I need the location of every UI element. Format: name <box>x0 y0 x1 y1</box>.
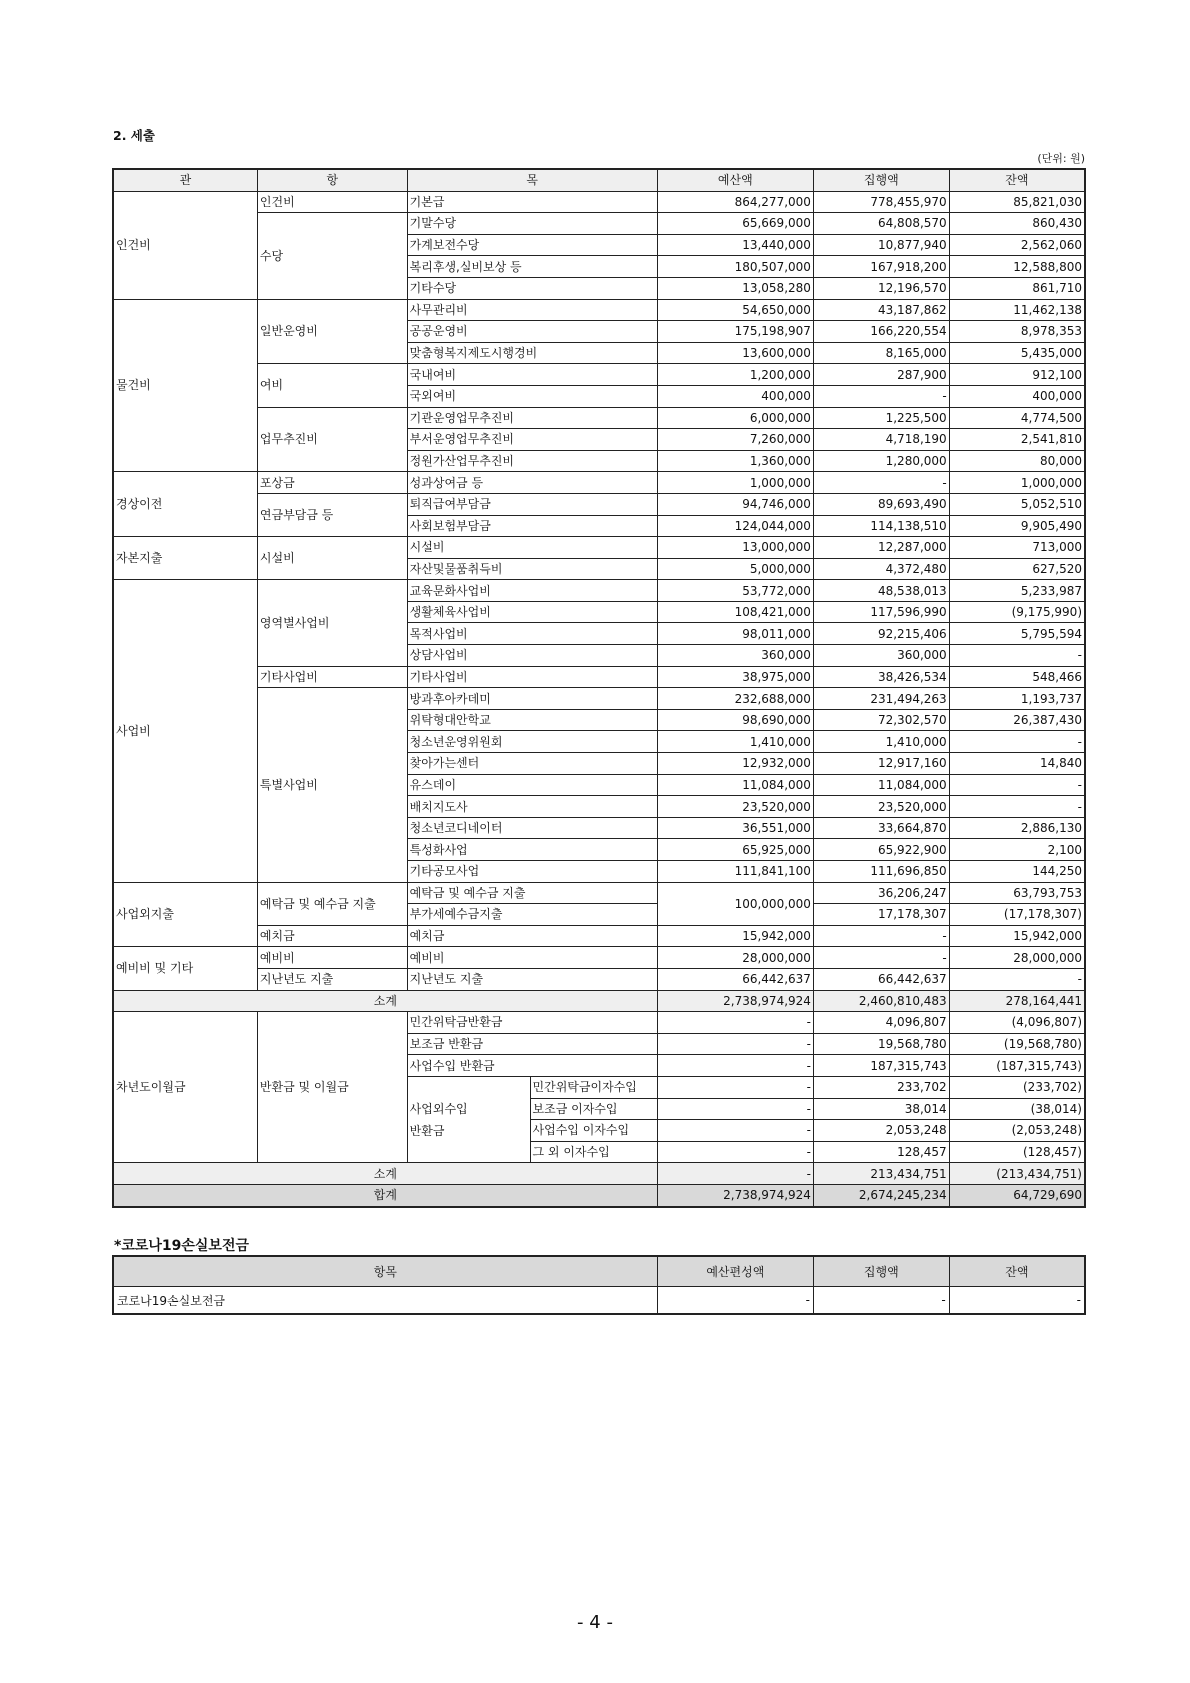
balance-cell: 85,821,030 <box>949 191 1085 213</box>
balance-cell: 26,387,430 <box>949 709 1085 731</box>
unit-note: (단위: 원) <box>1037 152 1085 165</box>
executed-cell: 38,426,534 <box>813 666 949 688</box>
header-hang: 항 <box>257 169 407 191</box>
executed-cell: 65,922,900 <box>813 839 949 861</box>
total-row <box>113 1184 1085 1206</box>
mok-cell: 위탁형대안학교 <box>407 709 657 731</box>
hang-cell: 연금부담금 등 <box>257 493 407 536</box>
mok-cell: 국외여비 <box>407 385 657 407</box>
executed-cell: 233,702 <box>813 1076 949 1098</box>
balance-cell: (4,096,807) <box>949 1012 1085 1034</box>
header-executed: 집행액 <box>813 169 949 191</box>
gwan-cell: 차년도이월금 <box>113 1012 257 1163</box>
section-title: 2. 세출 <box>113 128 155 143</box>
table-row <box>113 407 1085 429</box>
gwan-cell: 사업비 <box>113 580 257 882</box>
hang-cell: 기타사업비 <box>257 666 407 688</box>
executed-cell: - <box>813 385 949 407</box>
budget-cell: 180,507,000 <box>657 256 813 278</box>
mok-cell: 맞춤형복지제도시행경비 <box>407 342 657 364</box>
gwan-cell: 사업외지출 <box>113 882 257 947</box>
balance-cell: - <box>949 796 1085 818</box>
covid-header-item: 항목 <box>113 1256 657 1287</box>
executed-cell: 4,372,480 <box>813 558 949 580</box>
covid-section-title: *코로나19손실보전금 <box>114 1238 249 1254</box>
budget-cell: 13,000,000 <box>657 537 813 559</box>
expenditure-table <box>112 168 1086 1208</box>
table-row <box>113 299 1085 321</box>
balance-cell: 4,774,500 <box>949 407 1085 429</box>
mok-cell: 사업수입 반환금 <box>407 1055 657 1077</box>
balance-cell: - <box>949 731 1085 753</box>
balance-cell: 5,435,000 <box>949 342 1085 364</box>
balance-cell: 15,942,000 <box>949 925 1085 947</box>
balance-cell: 713,000 <box>949 537 1085 559</box>
executed-cell: 64,808,570 <box>813 213 949 235</box>
table-body <box>113 191 1085 1206</box>
executed-cell: 4,718,190 <box>813 429 949 451</box>
subtotal-budget: 2,738,974,924 <box>657 990 813 1012</box>
executed-cell: 111,696,850 <box>813 861 949 883</box>
header-budget: 예산액 <box>657 169 813 191</box>
budget-cell: 38,975,000 <box>657 666 813 688</box>
executed-cell: 48,538,013 <box>813 580 949 602</box>
executed-cell: 778,455,970 <box>813 191 949 213</box>
mok-cell: 생활체육사업비 <box>407 601 657 623</box>
executed-cell: 66,442,637 <box>813 968 949 990</box>
executed-cell: 287,900 <box>813 364 949 386</box>
mok-cell: 성과상여금 등 <box>407 472 657 494</box>
mok-cell: 유스데이 <box>407 774 657 796</box>
executed-cell: 12,287,000 <box>813 537 949 559</box>
budget-cell: 232,688,000 <box>657 688 813 710</box>
header-mok: 목 <box>407 169 657 191</box>
covid-header-row <box>113 1256 1085 1287</box>
table-row <box>113 213 1085 235</box>
mok-cell: 배치지도사 <box>407 796 657 818</box>
mok-cell: 기타공모사업 <box>407 861 657 883</box>
balance-cell: 912,100 <box>949 364 1085 386</box>
balance-cell: 1,000,000 <box>949 472 1085 494</box>
covid-header-executed: 집행액 <box>813 1256 949 1287</box>
budget-cell: 1,000,000 <box>657 472 813 494</box>
mok-cell: 상담사업비 <box>407 645 657 667</box>
subtotal-budget: - <box>657 1163 813 1185</box>
hang-cell: 일반운영비 <box>257 299 407 364</box>
mok-cell: 특성화사업 <box>407 839 657 861</box>
balance-cell: - <box>949 774 1085 796</box>
nonbiz-label-line1: 사업외수입 <box>409 1101 468 1116</box>
mok-cell: 보조금 반환금 <box>407 1033 657 1055</box>
budget-cell: 11,084,000 <box>657 774 813 796</box>
balance-cell: (17,178,307) <box>949 904 1085 926</box>
hang-cell: 반환금 및 이월금 <box>257 1012 407 1163</box>
mok-cell: 퇴직급여부담금 <box>407 493 657 515</box>
budget-cell: 111,841,100 <box>657 861 813 883</box>
budget-cell: 23,520,000 <box>657 796 813 818</box>
nonbiz-return-cell <box>407 1076 530 1162</box>
executed-cell: - <box>813 472 949 494</box>
mok-cell: 부가세예수금지출 <box>407 904 657 926</box>
hang-cell: 예치금 <box>257 925 407 947</box>
covid-header-budget: 예산편성액 <box>657 1256 813 1287</box>
budget-cell: 13,440,000 <box>657 234 813 256</box>
budget-cell: 6,000,000 <box>657 407 813 429</box>
executed-cell: 8,165,000 <box>813 342 949 364</box>
total-budget: 2,738,974,924 <box>657 1184 813 1206</box>
total-label: 합계 <box>113 1184 657 1206</box>
mok-cell: 목적사업비 <box>407 623 657 645</box>
balance-cell: 80,000 <box>949 450 1085 472</box>
budget-cell: - <box>657 1098 813 1120</box>
hang-cell: 수당 <box>257 213 407 299</box>
mok-cell: 지난년도 지출 <box>407 968 657 990</box>
executed-cell: 2,053,248 <box>813 1120 949 1142</box>
budget-cell: 65,669,000 <box>657 213 813 235</box>
budget-cell: - <box>657 1141 813 1163</box>
mok-cell: 청소년운영위원회 <box>407 731 657 753</box>
executed-cell: 19,568,780 <box>813 1033 949 1055</box>
gwan-cell: 인건비 <box>113 191 257 299</box>
table-row <box>113 882 1085 904</box>
budget-cell: 7,260,000 <box>657 429 813 451</box>
executed-cell: 72,302,570 <box>813 709 949 731</box>
mok-cell: 예탁금 및 예수금 지출 <box>407 882 657 904</box>
gwan-cell: 자본지출 <box>113 537 257 580</box>
executed-cell: 4,096,807 <box>813 1012 949 1034</box>
hang-cell: 업무추진비 <box>257 407 407 472</box>
mok-cell: 정원가산업무추진비 <box>407 450 657 472</box>
balance-cell: 2,541,810 <box>949 429 1085 451</box>
executed-cell: 12,917,160 <box>813 753 949 775</box>
balance-cell: 9,905,490 <box>949 515 1085 537</box>
table-row <box>113 947 1085 969</box>
mok-cell: 청소년코디네이터 <box>407 817 657 839</box>
subtotal-executed: 2,460,810,483 <box>813 990 949 1012</box>
balance-cell: 548,466 <box>949 666 1085 688</box>
executed-cell: 1,225,500 <box>813 407 949 429</box>
subtotal-label: 소계 <box>113 1163 657 1185</box>
executed-cell: - <box>813 947 949 969</box>
table-row <box>113 580 1085 602</box>
balance-cell: 11,462,138 <box>949 299 1085 321</box>
balance-cell: 5,052,510 <box>949 493 1085 515</box>
executed-cell: 128,457 <box>813 1141 949 1163</box>
hang-cell: 여비 <box>257 364 407 407</box>
mok-cell: 공공운영비 <box>407 321 657 343</box>
covid-budget: - <box>657 1287 813 1315</box>
budget-cell: 124,044,000 <box>657 515 813 537</box>
budget-cell: - <box>657 1055 813 1077</box>
mok-cell: 교육문화사업비 <box>407 580 657 602</box>
executed-cell: 1,410,000 <box>813 731 949 753</box>
table-row <box>113 537 1085 559</box>
executed-cell: 167,918,200 <box>813 256 949 278</box>
budget-cell: - <box>657 1012 813 1034</box>
executed-cell: 1,280,000 <box>813 450 949 472</box>
table-row <box>113 364 1085 386</box>
subtotal-row <box>113 1163 1085 1185</box>
executed-cell: 11,084,000 <box>813 774 949 796</box>
balance-cell: 400,000 <box>949 385 1085 407</box>
gwan-cell: 물건비 <box>113 299 257 472</box>
mok-cell: 예비비 <box>407 947 657 969</box>
covid-header-balance: 잔액 <box>949 1256 1085 1287</box>
executed-cell: 92,215,406 <box>813 623 949 645</box>
budget-cell: - <box>657 1120 813 1142</box>
table-row <box>113 925 1085 947</box>
budget-cell: 100,000,000 <box>657 882 813 925</box>
executed-cell: 10,877,940 <box>813 234 949 256</box>
balance-cell: 14,840 <box>949 753 1085 775</box>
subtotal-row <box>113 990 1085 1012</box>
budget-cell: 175,198,907 <box>657 321 813 343</box>
mok-cell: 기타수당 <box>407 277 657 299</box>
budget-cell: - <box>657 1033 813 1055</box>
table-row <box>113 493 1085 515</box>
budget-cell: 98,011,000 <box>657 623 813 645</box>
mok-cell: 기말수당 <box>407 213 657 235</box>
balance-cell: 627,520 <box>949 558 1085 580</box>
executed-cell: 36,206,247 <box>813 882 949 904</box>
mok-cell: 사무관리비 <box>407 299 657 321</box>
mok-cell: 자산및물품취득비 <box>407 558 657 580</box>
covid-item: 코로나19손실보전금 <box>113 1287 657 1315</box>
mok-cell: 시설비 <box>407 537 657 559</box>
mok-cell: 부서운영업무추진비 <box>407 429 657 451</box>
balance-cell: 860,430 <box>949 213 1085 235</box>
hang-cell: 영역별사업비 <box>257 580 407 666</box>
budget-cell: 66,442,637 <box>657 968 813 990</box>
executed-cell: 89,693,490 <box>813 493 949 515</box>
mok-cell: 예치금 <box>407 925 657 947</box>
budget-cell: 13,058,280 <box>657 277 813 299</box>
total-executed: 2,674,245,234 <box>813 1184 949 1206</box>
subtotal-balance: 278,164,441 <box>949 990 1085 1012</box>
budget-cell: 5,000,000 <box>657 558 813 580</box>
balance-cell: (233,702) <box>949 1076 1085 1098</box>
executed-cell: 187,315,743 <box>813 1055 949 1077</box>
mok-cell: 찾아가는센터 <box>407 753 657 775</box>
balance-cell: 144,250 <box>949 861 1085 883</box>
balance-cell: 5,795,594 <box>949 623 1085 645</box>
subtotal-balance: (213,434,751) <box>949 1163 1085 1185</box>
budget-cell: 94,746,000 <box>657 493 813 515</box>
table-row <box>113 1012 1085 1034</box>
covid-executed: - <box>813 1287 949 1315</box>
executed-cell: 12,196,570 <box>813 277 949 299</box>
budget-cell: 12,932,000 <box>657 753 813 775</box>
executed-cell: 33,664,870 <box>813 817 949 839</box>
executed-cell: - <box>813 925 949 947</box>
executed-cell: 166,220,554 <box>813 321 949 343</box>
budget-cell: 1,200,000 <box>657 364 813 386</box>
balance-cell: 12,588,800 <box>949 256 1085 278</box>
executed-cell: 17,178,307 <box>813 904 949 926</box>
covid-table <box>112 1255 1086 1315</box>
budget-cell: 108,421,000 <box>657 601 813 623</box>
budget-cell: 15,942,000 <box>657 925 813 947</box>
mok-cell: 사회보험부담금 <box>407 515 657 537</box>
balance-cell: (9,175,990) <box>949 601 1085 623</box>
budget-cell: 28,000,000 <box>657 947 813 969</box>
total-balance: 64,729,690 <box>949 1184 1085 1206</box>
balance-cell: 8,978,353 <box>949 321 1085 343</box>
budget-cell: 54,650,000 <box>657 299 813 321</box>
header-balance: 잔액 <box>949 169 1085 191</box>
sub-mok-cell: 그 외 이자수입 <box>530 1141 657 1163</box>
hang-cell: 인건비 <box>257 191 407 213</box>
budget-cell: 36,551,000 <box>657 817 813 839</box>
subtotal-executed: 213,434,751 <box>813 1163 949 1185</box>
budget-cell: 65,925,000 <box>657 839 813 861</box>
budget-cell: 400,000 <box>657 385 813 407</box>
mok-cell: 방과후아카데미 <box>407 688 657 710</box>
balance-cell: 2,562,060 <box>949 234 1085 256</box>
budget-cell: 1,360,000 <box>657 450 813 472</box>
executed-cell: 360,000 <box>813 645 949 667</box>
balance-cell: (128,457) <box>949 1141 1085 1163</box>
hang-cell: 포상금 <box>257 472 407 494</box>
balance-cell: 5,233,987 <box>949 580 1085 602</box>
executed-cell: 117,596,990 <box>813 601 949 623</box>
nonbiz-label-line2: 반환금 <box>409 1123 445 1138</box>
budget-cell: 864,277,000 <box>657 191 813 213</box>
mok-cell: 복리후생,실비보상 등 <box>407 256 657 278</box>
budget-cell: 98,690,000 <box>657 709 813 731</box>
budget-cell: - <box>657 1076 813 1098</box>
hang-cell: 예비비 <box>257 947 407 969</box>
balance-cell: - <box>949 645 1085 667</box>
budget-cell: 13,600,000 <box>657 342 813 364</box>
hang-cell: 특별사업비 <box>257 688 407 882</box>
balance-cell: 1,193,737 <box>949 688 1085 710</box>
hang-cell: 예탁금 및 예수금 지출 <box>257 882 407 925</box>
budget-cell: 53,772,000 <box>657 580 813 602</box>
table-header-row <box>113 169 1085 191</box>
mok-cell: 기타사업비 <box>407 666 657 688</box>
page-number: - 4 - <box>577 1612 613 1633</box>
covid-row <box>113 1287 1085 1315</box>
executed-cell: 43,187,862 <box>813 299 949 321</box>
sub-mok-cell: 민간위탁금이자수입 <box>530 1076 657 1098</box>
gwan-cell: 예비비 및 기타 <box>113 947 257 990</box>
mok-cell: 민간위탁금반환금 <box>407 1012 657 1034</box>
table-row <box>113 191 1085 213</box>
balance-cell: - <box>949 968 1085 990</box>
balance-cell: 2,886,130 <box>949 817 1085 839</box>
gwan-cell: 경상이전 <box>113 472 257 537</box>
balance-cell: 28,000,000 <box>949 947 1085 969</box>
balance-cell: 861,710 <box>949 277 1085 299</box>
table-row <box>113 688 1085 710</box>
sub-mok-cell: 사업수입 이자수입 <box>530 1120 657 1142</box>
executed-cell: 114,138,510 <box>813 515 949 537</box>
balance-cell: 2,100 <box>949 839 1085 861</box>
balance-cell: (2,053,248) <box>949 1120 1085 1142</box>
balance-cell: 63,793,753 <box>949 882 1085 904</box>
sub-mok-cell: 보조금 이자수입 <box>530 1098 657 1120</box>
table-row <box>113 968 1085 990</box>
executed-cell: 23,520,000 <box>813 796 949 818</box>
mok-cell: 기관운영업무추진비 <box>407 407 657 429</box>
balance-cell: (19,568,780) <box>949 1033 1085 1055</box>
budget-cell: 360,000 <box>657 645 813 667</box>
balance-cell: (38,014) <box>949 1098 1085 1120</box>
header-gwan: 관 <box>113 169 257 191</box>
executed-cell: 231,494,263 <box>813 688 949 710</box>
table-row <box>113 666 1085 688</box>
budget-cell: 1,410,000 <box>657 731 813 753</box>
hang-cell: 시설비 <box>257 537 407 580</box>
balance-cell: (187,315,743) <box>949 1055 1085 1077</box>
hang-cell: 지난년도 지출 <box>257 968 407 990</box>
executed-cell: 38,014 <box>813 1098 949 1120</box>
covid-balance: - <box>949 1287 1085 1315</box>
mok-cell: 국내여비 <box>407 364 657 386</box>
subtotal-label: 소계 <box>113 990 657 1012</box>
table-row <box>113 472 1085 494</box>
mok-cell: 가계보전수당 <box>407 234 657 256</box>
mok-cell: 기본급 <box>407 191 657 213</box>
